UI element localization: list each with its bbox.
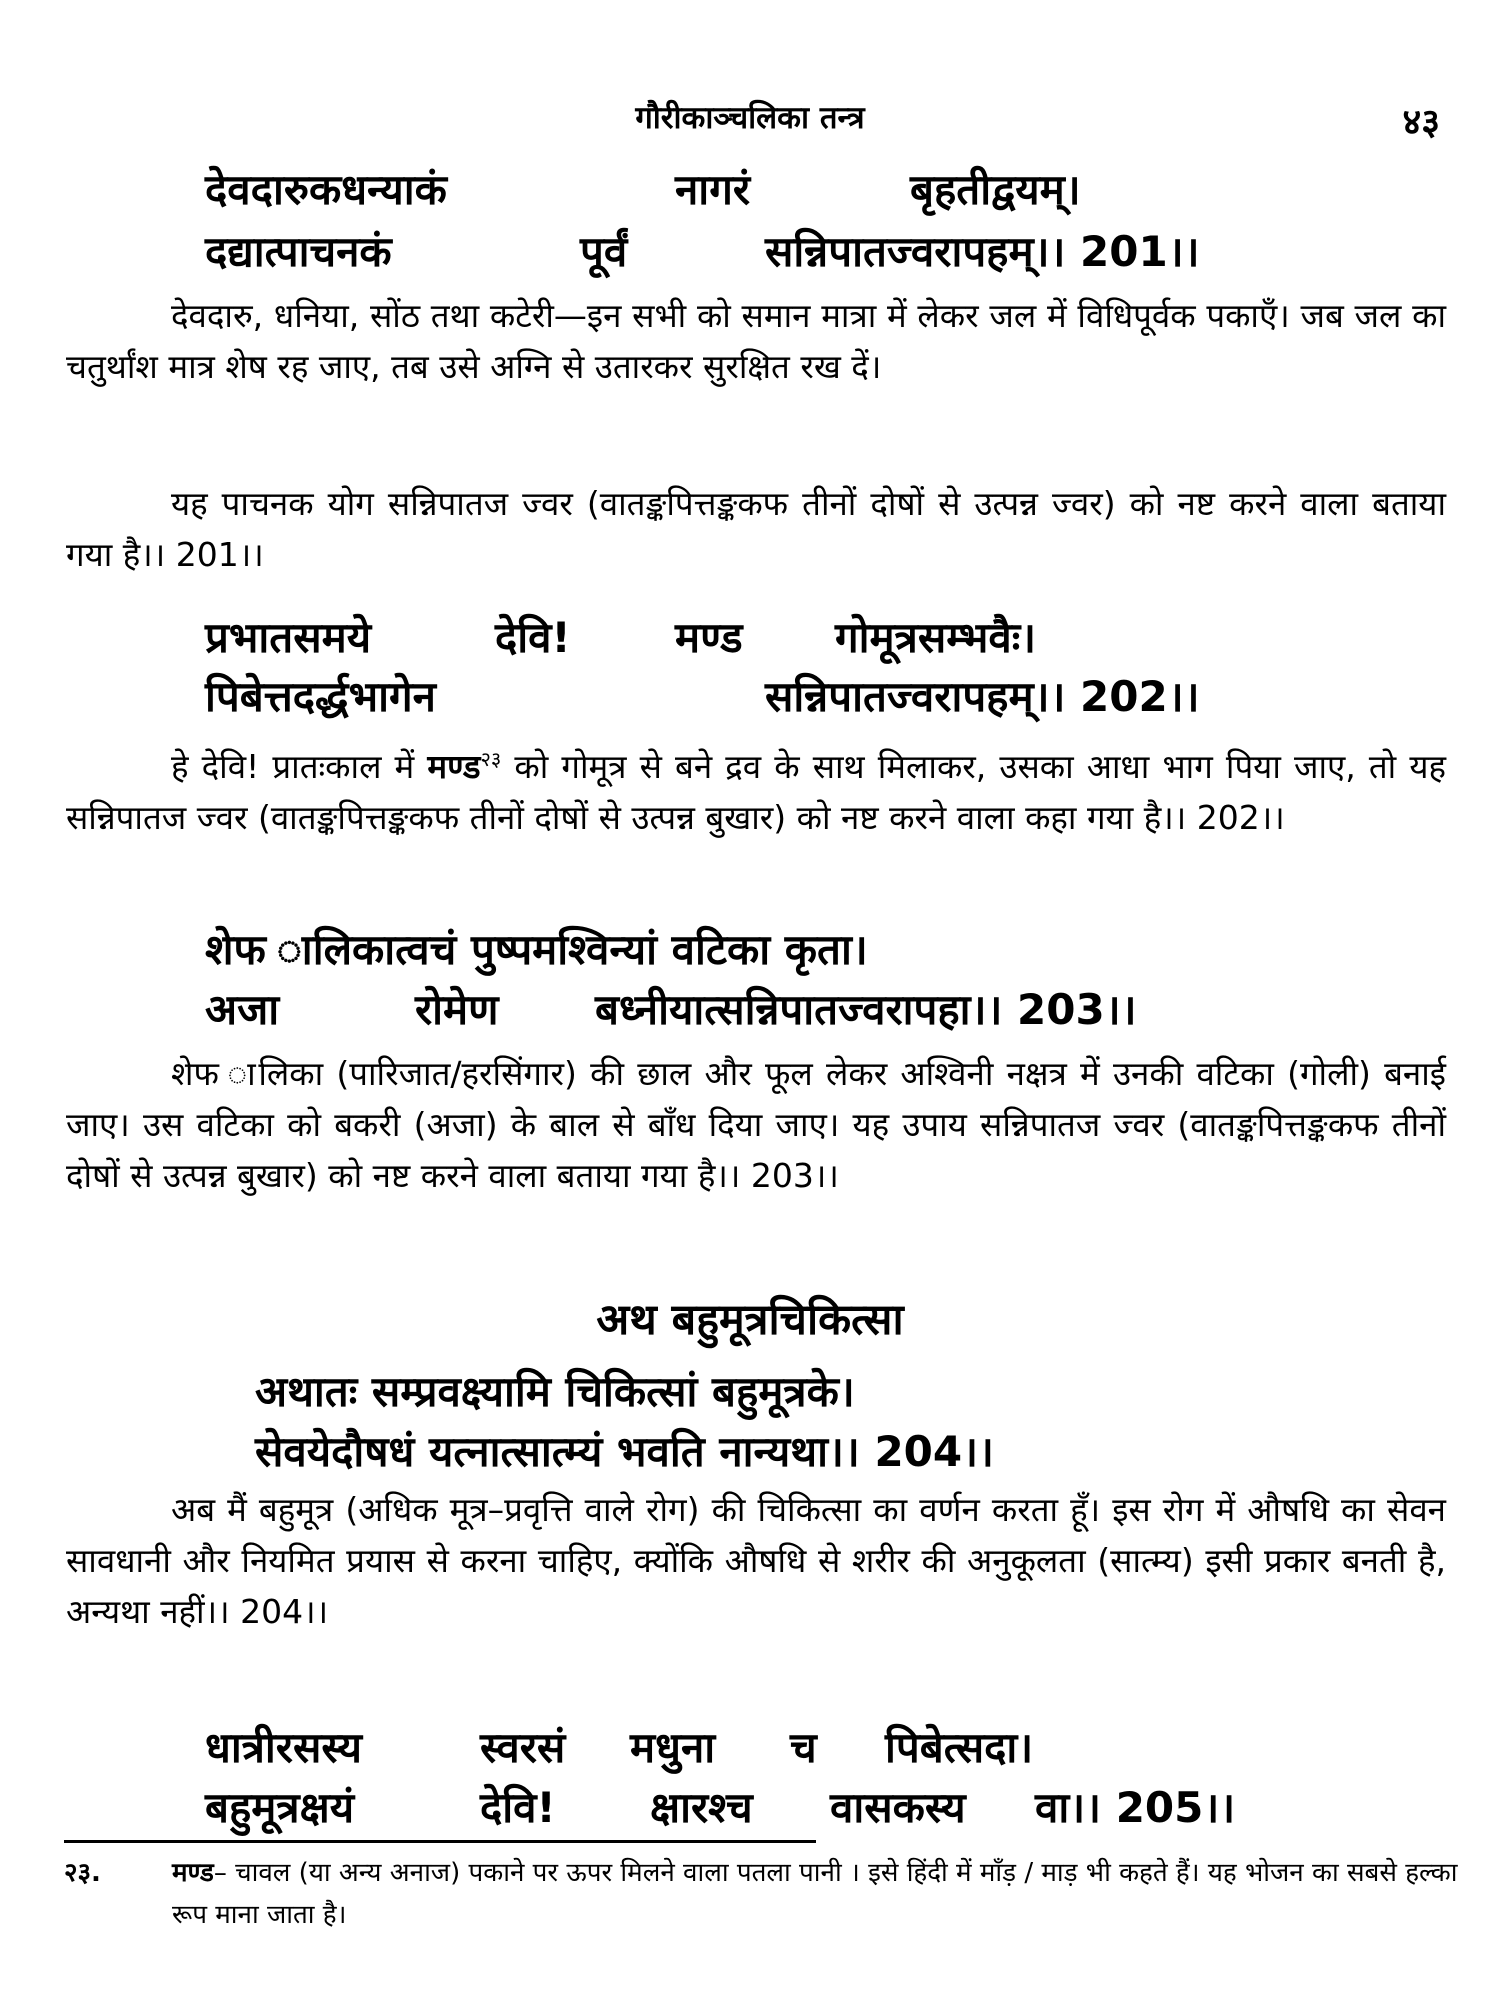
- verse-word: बध्नीयात्सन्निपातज्वरापहा।। 203।।: [595, 985, 1137, 1034]
- verse-word: देवि!: [495, 613, 571, 662]
- footnote-body: [172, 1852, 1462, 1936]
- commentary-202-end: को गोमूत्र से बने द्रव के साथ मिलाकर, उसका आधा भाग पिया जाए, तो यह सन्निपातज ज्वर (वातङ्कपित्तङ्ककफ तीनों दोषों से उत्पन्न बुखार) को नष्ट करने वाला कहा गया है।। 202।।: [66, 747, 1446, 837]
- verse-word: वा।। 205।।: [1035, 1783, 1236, 1832]
- verse-word: अजा: [205, 985, 280, 1034]
- verse-word: रोमेण: [415, 985, 499, 1034]
- footnote-ref: २३: [480, 747, 502, 771]
- verse-word: पिबेत्तदर्द्धभागेन: [205, 672, 436, 721]
- verse-204-line-2: सेवयेदौषधं यत्नात्सात्म्यं भवति नान्यथा।। 204।।: [255, 1427, 994, 1476]
- term-manda: मण्ड: [427, 747, 481, 786]
- verse-word: मण्ड: [675, 613, 743, 662]
- verse-203-line-1: शेफ ालिकात्वचं पुष्पमश्विन्यां वटिका कृता।: [205, 925, 868, 974]
- commentary-202-start: हे देवि! प्रातःकाल में: [171, 747, 428, 786]
- verse-word: पूर्वं: [580, 227, 628, 276]
- footnote-text: – चावल (या अन्य अनाज) पकाने पर ऊपर मिलने वाला पतला पानी । इसे हिंदी में माँड़ / माड़ भी कहते हैं। यह भोजन का सबसे हल्का रूप माना जाता है।: [172, 1858, 1458, 1930]
- verse-word: गोमूत्रसम्भवैः।: [835, 613, 1037, 662]
- commentary-202: [66, 734, 1446, 843]
- footnote-divider: [64, 1840, 816, 1843]
- verse-word: बृहतीद्वयम्।: [910, 165, 1081, 214]
- verse-word: सन्निपातज्वरापहम्।। 202।।: [765, 672, 1200, 721]
- commentary-201-b: यह पाचनक योग सन्निपातज ज्वर (वातङ्कपित्तङ्ककफ तीनों दोषों से उत्पन्न ज्वर) को नष्ट करने वाला बताया गया है।। 201।।: [66, 484, 1446, 574]
- running-header-title: गौरीकाञ्चलिका तन्त्र: [635, 100, 865, 136]
- verse-word: बहुमूत्रक्षयं: [205, 1783, 355, 1832]
- verse-word: देवदारुकधन्याकं: [205, 165, 447, 214]
- verse-word: वासकस्य: [830, 1783, 966, 1832]
- verse-word: मधुना: [630, 1723, 716, 1772]
- verse-word: पिबेत्सदा।: [885, 1723, 1034, 1772]
- verse-word: स्वरसं: [480, 1723, 566, 1772]
- verse-word: धात्रीरसस्य: [205, 1723, 363, 1772]
- commentary-204: अब मैं बहुमूत्र (अधिक मूत्र–प्रवृत्ति वाले रोग) की चिकित्सा का वर्णन करता हूँ। इस रोग में औषधि का सेवन सावधानी और नियमित प्रयास से करना चाहिए, क्योंकि औषधि से शरीर की अनुकूलता (सात्म्य) इसी प्रकार बनती है, अन्यथा नहीं।। 204।।: [66, 1490, 1446, 1631]
- verse-word: सन्निपातज्वरापहम्।। 201।।: [765, 227, 1200, 276]
- verse-word: देवि!: [480, 1783, 556, 1832]
- verse-word: प्रभातसमये: [205, 613, 372, 662]
- commentary-201-a: देवदारु, धनिया, सोंठ तथा कटेरी—इन सभी को समान मात्रा में लेकर जल में विधिपूर्वक पकाएँ। जब जल का चतुर्थांश मात्र शेष रह जाए, तब उसे अग्नि से उतारकर सुरक्षित रख दें।: [66, 296, 1446, 386]
- verse-word: च: [790, 1723, 817, 1772]
- verse-word: क्षारश्च: [650, 1783, 753, 1832]
- commentary-203: शेफ ालिका (पारिजात/हरसिंगार) की छाल और फूल लेकर अश्विनी नक्षत्र में उनकी वटिका (गोली) बनाई जाए। उस वटिका को बकरी (अजा) के बाल से बाँध दिया जाए। यह उपाय सन्निपातज ज्वर (वातङ्कपित्तङ्ककफ तीनों दोषों से उत्पन्न बुखार) को नष्ट करने वाला बताया गया है।। 203।।: [66, 1054, 1446, 1195]
- verse-204-line-1: अथातः सम्प्रवक्ष्यामि चिकित्सां बहुमूत्रके।: [255, 1367, 855, 1416]
- verse-word: नागरं: [675, 165, 751, 214]
- section-heading: अथ बहुमूत्रचिकित्सा: [596, 1295, 904, 1345]
- footnote-term: मण्ड: [172, 1858, 214, 1888]
- page-number: ४३: [1402, 102, 1440, 143]
- verse-word: दद्यात्पाचनकं: [205, 227, 392, 276]
- footnote-number: २३.: [64, 1858, 101, 1888]
